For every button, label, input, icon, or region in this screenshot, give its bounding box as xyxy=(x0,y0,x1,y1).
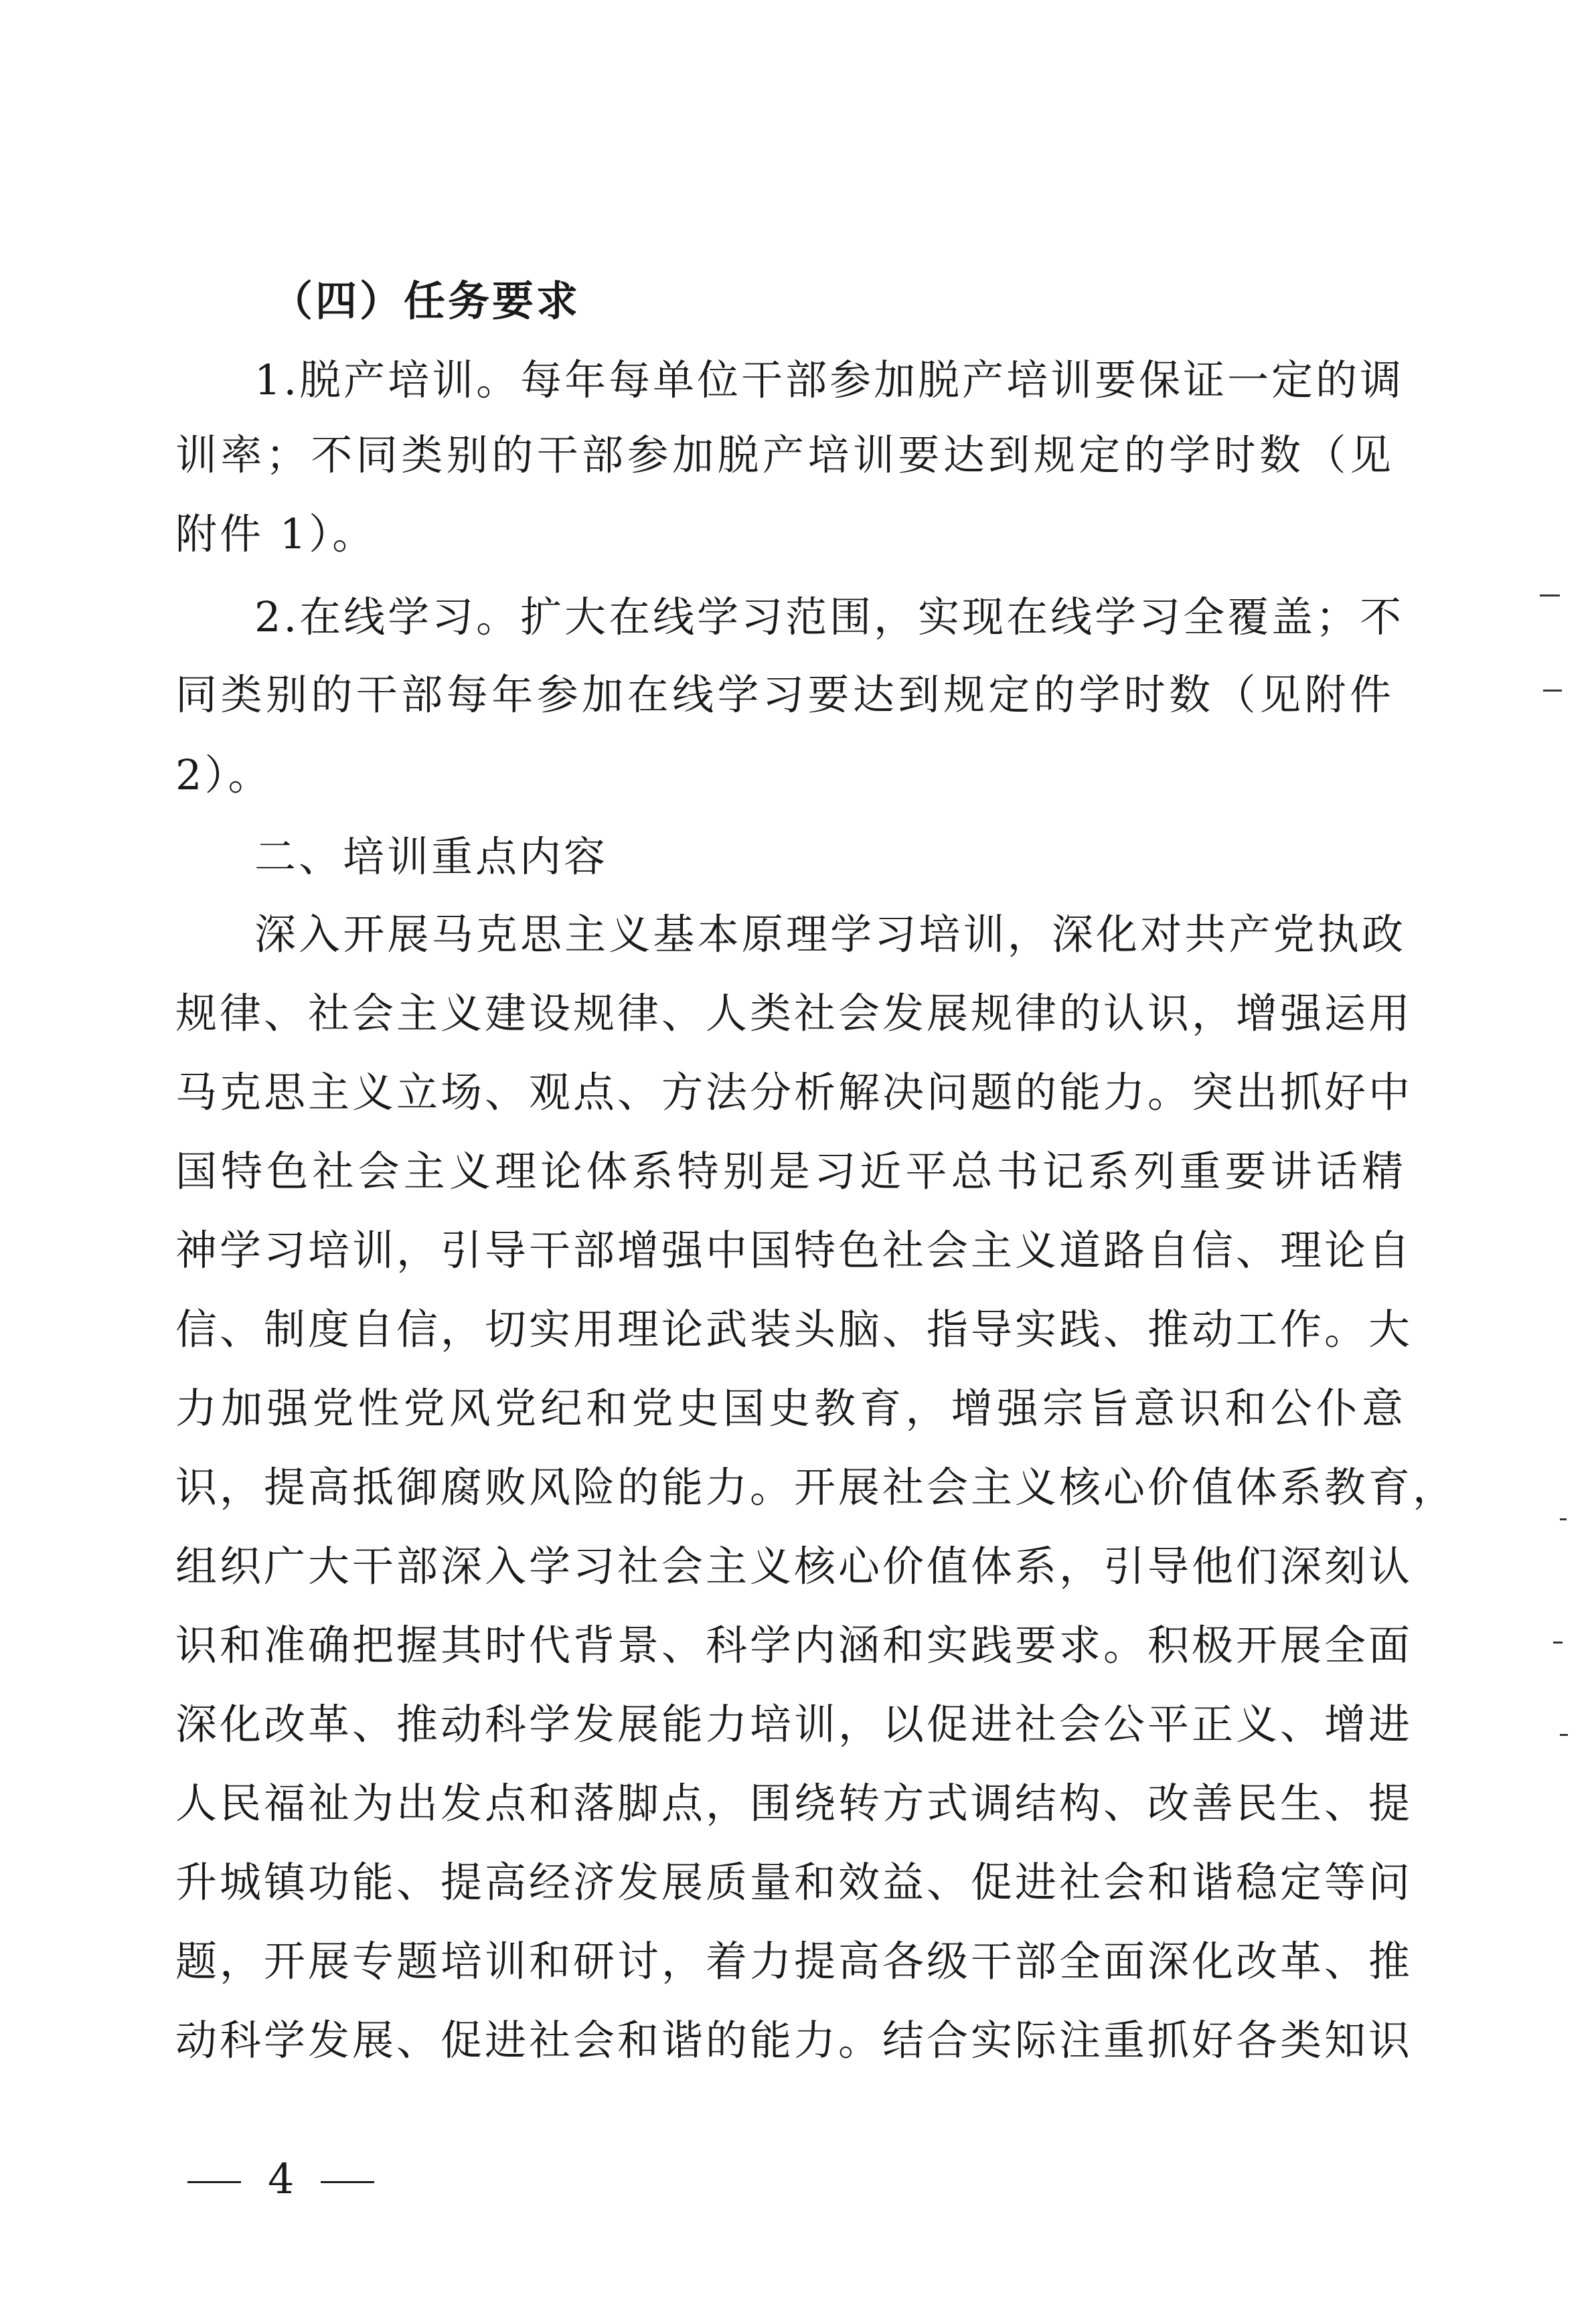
para3-line-4: 国特色社会主义理论体系特别是习近平总书记系列重要讲话精 xyxy=(175,1147,1406,1196)
para3-line-1: 深入开展马克思主义基本原理学习培训，深化对共产党执政 xyxy=(254,910,1406,959)
footer-dash-right xyxy=(321,2181,374,2183)
page-number: 4 xyxy=(268,2154,295,2203)
section-title: （四）任务要求 xyxy=(271,276,581,325)
para1-line-1: 1.脱产培训。每年每单位干部参加脱产培训要保证一定的调 xyxy=(254,355,1405,404)
para3-line-5: 神学习培训，引导干部增强中国特色社会主义道路自信、理论自 xyxy=(175,1226,1413,1275)
para3-line-10: 识和准确把握其时代背景、科学内涵和实践要求。积极开展全面 xyxy=(175,1621,1413,1670)
para2-line-2: 同类别的干部每年参加在线学习要达到规定的学时数（见附件 xyxy=(175,670,1394,719)
para3-line-6: 信、制度自信，切实用理论武装头脑、指导实践、推动工作。大 xyxy=(175,1305,1413,1354)
para3-line-13: 升城镇功能、提高经济发展质量和效益、促进社会和谐稳定等问 xyxy=(175,1858,1413,1907)
page-footer xyxy=(187,2152,374,2206)
scan-mark xyxy=(1553,1642,1563,1644)
para1-line-2: 训率；不同类别的干部参加脱产培训要达到规定的学时数（见 xyxy=(175,430,1394,479)
para3-line-11: 深化改革、推动科学发展能力培训，以促进社会公平正义、增进 xyxy=(175,1700,1413,1749)
para3-line-15: 动科学发展、促进社会和谐的能力。结合实际注重抓好各类知识 xyxy=(175,2016,1413,2065)
scan-mark xyxy=(1543,690,1562,692)
para3-line-14: 题，开展专题培训和研讨，着力提高各级干部全面深化改革、推 xyxy=(175,1937,1413,1986)
scan-mark xyxy=(1540,594,1560,596)
para3-line-7: 力加强党性党风党纪和党史国史教育，增强宗旨意识和公仆意 xyxy=(175,1384,1406,1433)
para3-line-2: 规律、社会主义建设规律、人类社会发展规律的认识，增强运用 xyxy=(175,989,1413,1038)
para3-line-3: 马克思主义立场、观点、方法分析解决问题的能力。突出抓好中 xyxy=(175,1068,1413,1117)
heading-2: 二、培训重点内容 xyxy=(254,832,609,881)
para3-line-8: 识，提高抵御腐败风险的能力。开展社会主义核心价值体系教育， xyxy=(175,1463,1457,1512)
para2-line-1: 2.在线学习。扩大在线学习范围，实现在线学习全覆盖；不 xyxy=(254,592,1405,641)
scan-mark xyxy=(1560,1518,1567,1520)
para3-line-12: 人民福祉为出发点和落脚点，围绕转方式调结构、改善民生、提 xyxy=(175,1779,1413,1828)
para2-line-3: 2）。 xyxy=(175,750,272,799)
footer-dash-left xyxy=(187,2181,241,2183)
scan-mark xyxy=(1560,1734,1568,1736)
para1-line-3: 附件 1）。 xyxy=(175,509,377,558)
para3-line-9: 组织广大干部深入学习社会主义核心价值体系，引导他们深刻认 xyxy=(175,1542,1413,1591)
